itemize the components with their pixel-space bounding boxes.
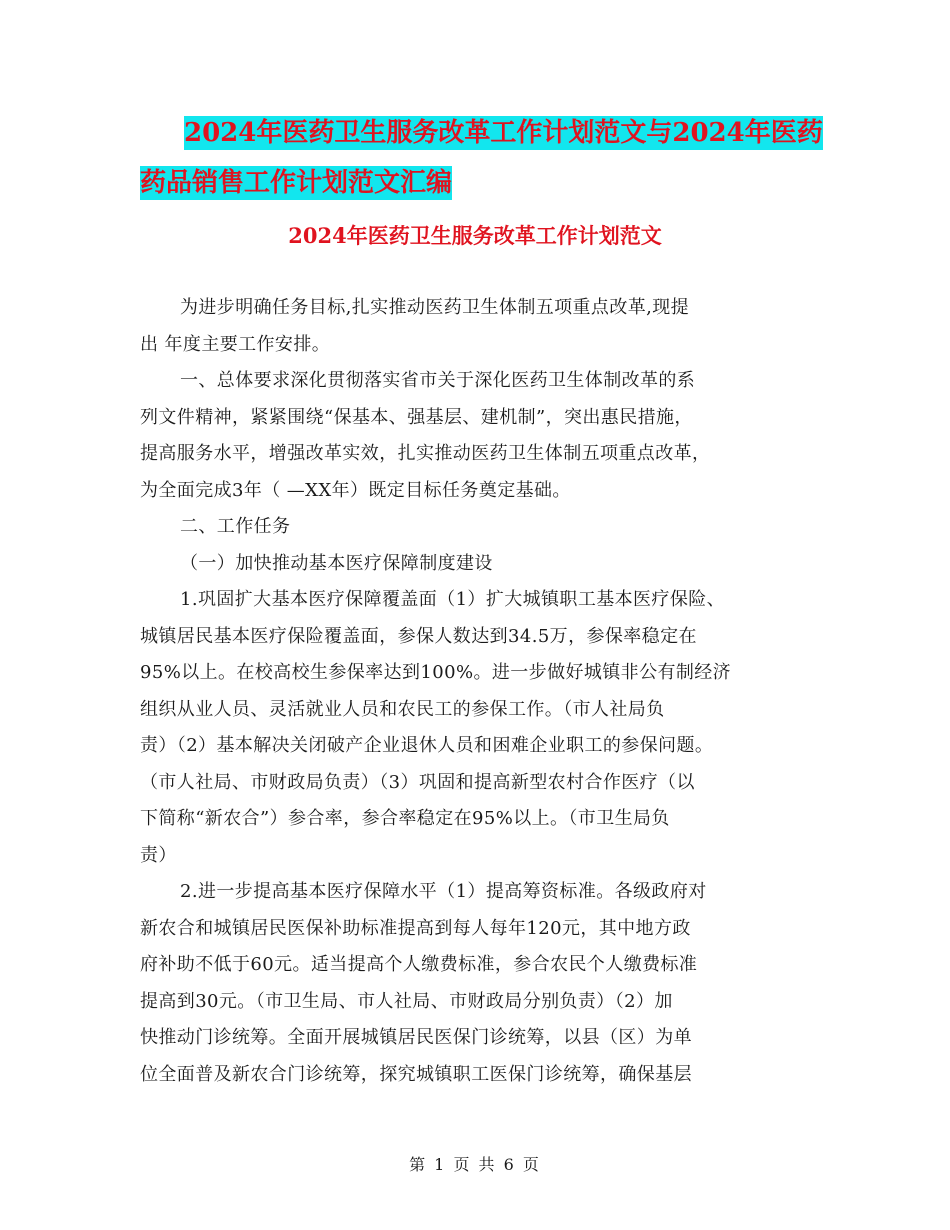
body-line: 责）（2）基本解决关闭破产企业退休人员和困难企业职工的参保问题。 xyxy=(140,735,714,756)
body-line: 新农合和城镇居民医保补助标准提高到每人每年120元，其中地方政 xyxy=(140,917,691,939)
body-line: 为全面完成3年（ —XX年）既定目标任务奠定基础。 xyxy=(140,479,571,501)
body-line: 95%以上。在校高校生参保率达到100%。进一步做好城镇非公有制经济 xyxy=(140,662,732,683)
body-line: 为进步明确任务目标,扎实推动医药卫生体制五项重点改革,现提 xyxy=(180,297,690,318)
body-line: 2.进一步提高基本医疗保障水平（1）提高筹资标准。各级政府对 xyxy=(180,881,707,902)
body-line: （一）加快推动基本医疗保障制度建设 xyxy=(180,552,493,574)
title-line-2: 药品销售工作计划范文汇编 xyxy=(140,168,453,198)
body-line: （市人社局、市财政局负责）（3）巩固和提高新型农村合作医疗（以 xyxy=(140,771,695,793)
body-line: 列文件精神，紧紧围绕“保基本、强基层、建机制”，突出惠民措施， xyxy=(140,406,693,428)
section-heading: 2024年医药卫生服务改革工作计划范文 xyxy=(288,223,662,248)
body-line: 位全面普及新农合门诊统筹，探究城镇职工医保门诊统筹，确保基层 xyxy=(140,1063,692,1085)
body-line: 二、工作任务 xyxy=(180,516,291,537)
body-line: 快推动门诊统筹。全面开展城镇居民医保门诊统筹，以县（区）为单 xyxy=(140,1027,692,1048)
body-line: 提高到30元。（市卫生局、市人社局、市财政局分别负责）（2）加 xyxy=(140,990,673,1012)
document-title xyxy=(140,108,840,208)
document-body xyxy=(140,290,820,1093)
body-line: 出 年度主要工作安排。 xyxy=(140,333,331,355)
body-line: 提高服务水平，增强改革实效，扎实推动医药卫生体制五项重点改革， xyxy=(140,443,711,464)
body-line: 一、总体要求深化贯彻落实省市关于深化医药卫生体制改革的系 xyxy=(180,370,696,391)
page-footer: 第 1 页 共 6 页 xyxy=(409,1155,541,1174)
body-line: 1.巩固扩大基本医疗保障覆盖面（1）扩大城镇职工基本医疗保险、 xyxy=(180,589,726,610)
body-line: 组织从业人员、灵活就业人员和农民工的参保工作。（市人社局负 xyxy=(140,698,665,720)
title-line-1: 2024年医药卫生服务改革工作计划范文与2024年医药 xyxy=(184,118,823,148)
body-line: 城镇居民基本医疗保险覆盖面，参保人数达到34.5万，参保率稳定在 xyxy=(140,625,697,647)
body-line: 下简称“新农合”）参合率，参合率稳定在95%以上。（市卫生局负 xyxy=(140,808,670,829)
body-line: 责） xyxy=(140,844,177,866)
body-line: 府补助不低于60元。适当提高个人缴费标准，参合农民个人缴费标准 xyxy=(140,954,698,975)
